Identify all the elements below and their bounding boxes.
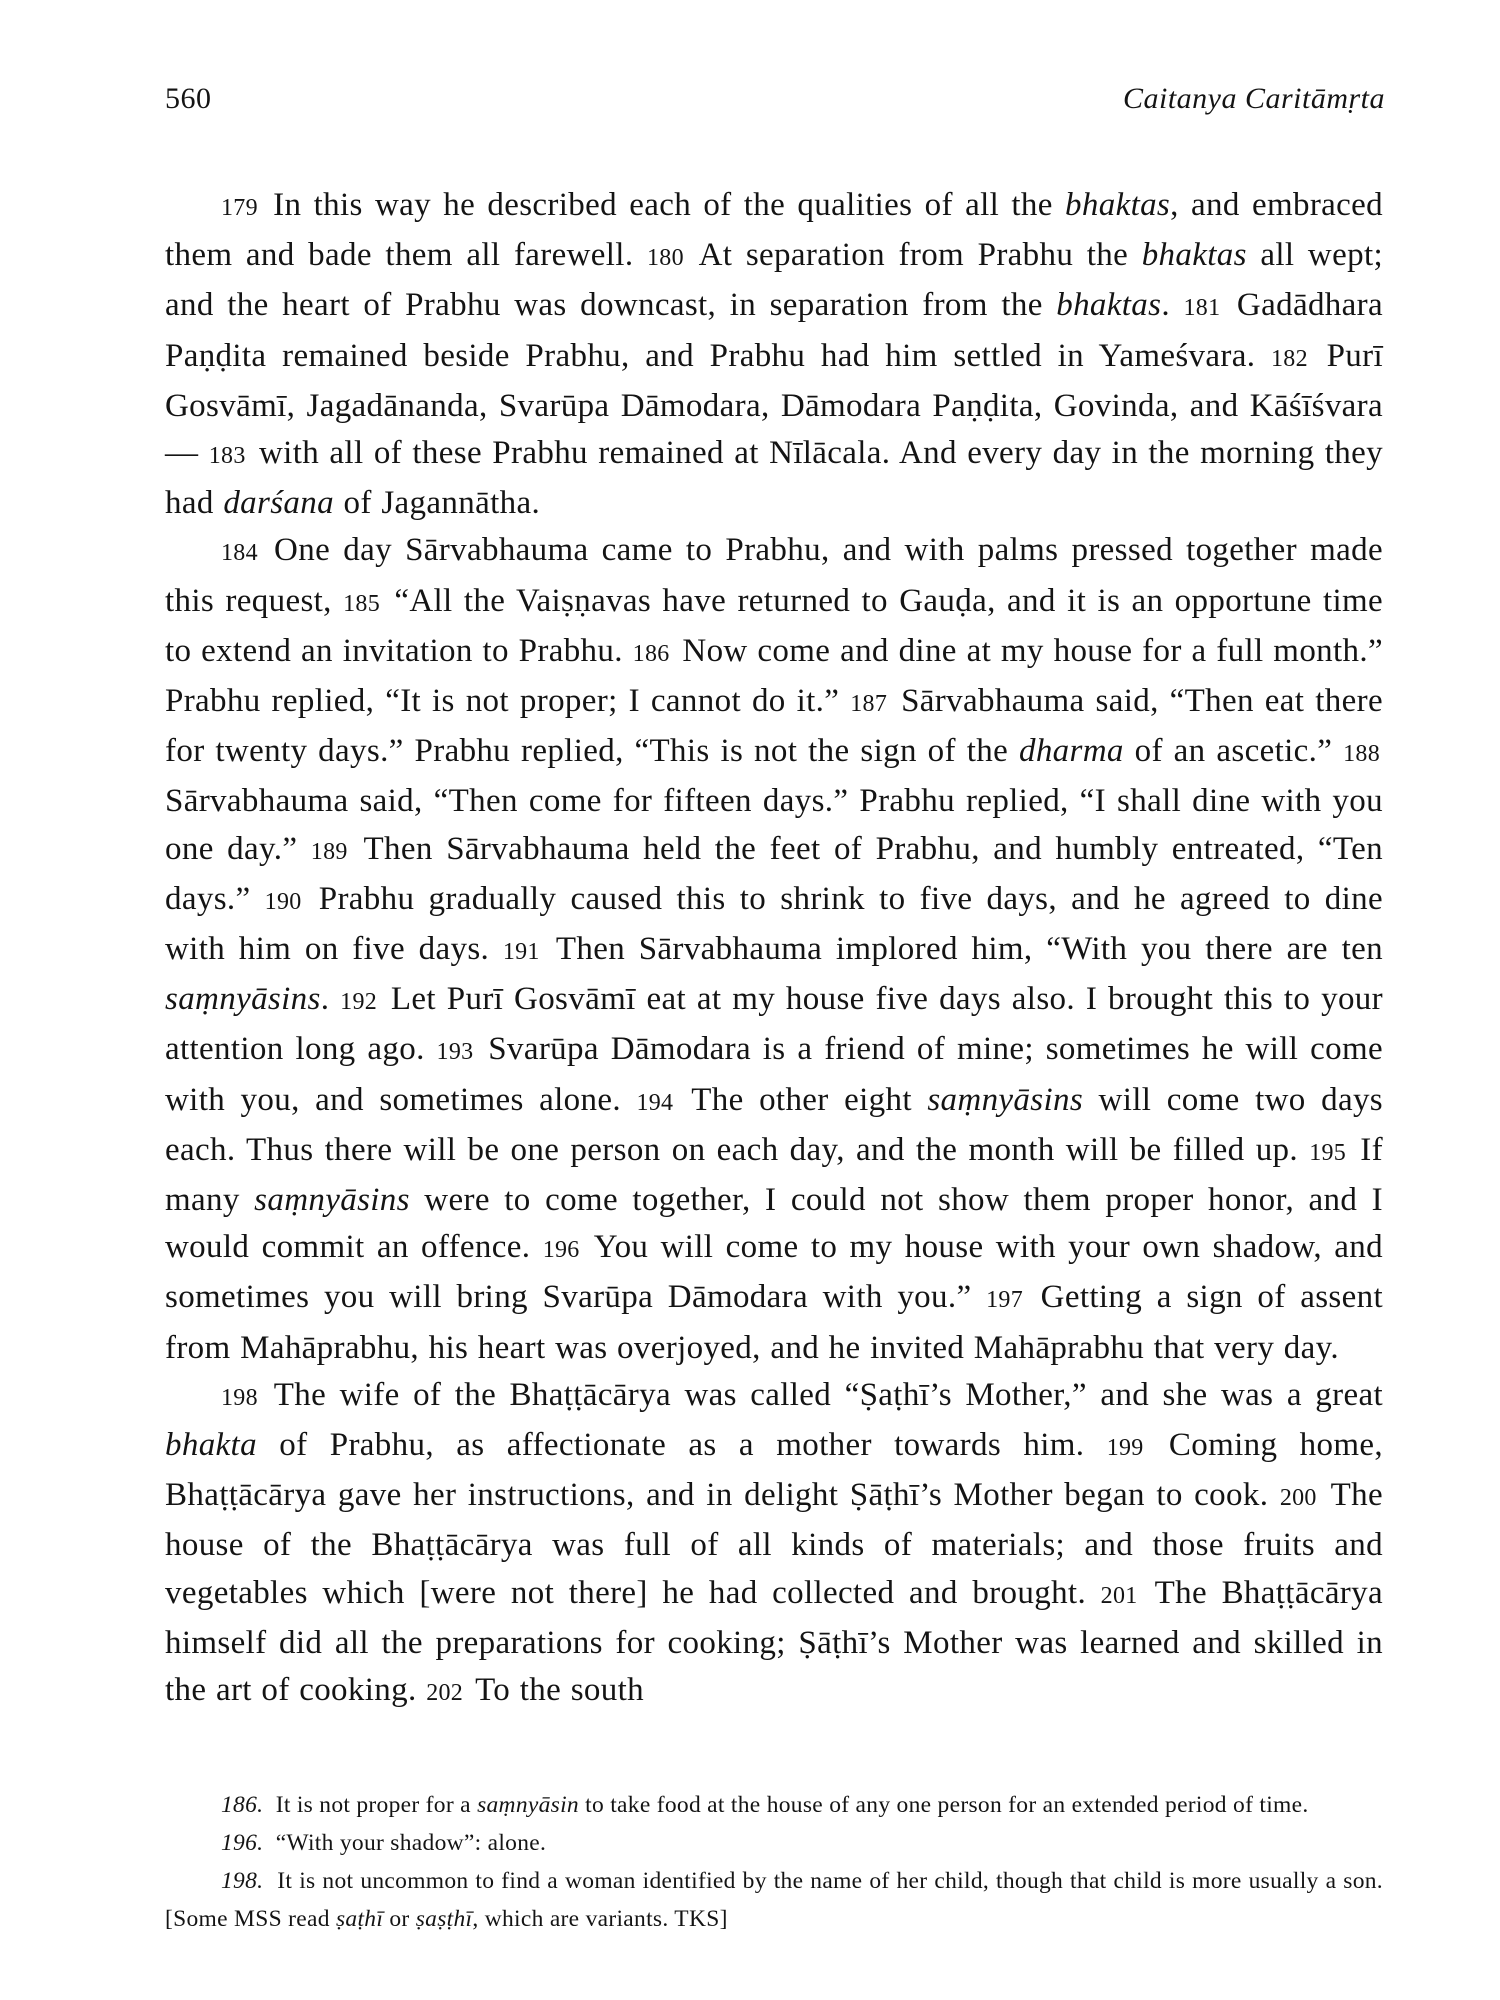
italic-term: saṃnyāsins — [927, 1081, 1084, 1118]
running-head — [165, 82, 1385, 132]
text-run: “With your shadow”: alone. — [275, 1830, 547, 1856]
text-run: Svarūpa Dāmodara is a friend of mine; sometimes he will come with you, and sometimes alone. — [165, 1031, 1383, 1118]
verse-number: 181 — [1183, 295, 1221, 322]
text-run: Let Purī Gosvāmī eat at my house five days also. I brought this to your attention long ago. — [165, 981, 1383, 1068]
text-run: In this way he described each of the qualities of all the — [260, 187, 1066, 223]
footnote-number: 196. — [221, 1830, 264, 1856]
verse-number: 198 — [221, 1384, 258, 1411]
footnote-number: 198. — [221, 1868, 264, 1894]
text-run: of an ascetic.” — [1123, 733, 1344, 770]
verse-number: 193 — [436, 1039, 474, 1066]
text-run: Then Sārvabhauma implored him, “With you there are ten — [542, 931, 1383, 968]
text-run: Purī Gosvāmī, Jagadānanda, Svarūpa Dāmodara, Dāmodara Paṇḍita, Govinda, and Kāśīśvara— — [165, 337, 1383, 472]
verse-number: 195 — [1309, 1139, 1347, 1166]
verse-number: 185 — [343, 590, 380, 617]
text-run: , and embraced them and bade them all farewell. — [165, 187, 1383, 274]
footnotes — [165, 1786, 1383, 1938]
text-run: The Bhaṭṭācārya himself did all the preparations for cooking; Ṣāṭhī’s Mother was learned and skilled in the art of cooking. — [165, 1574, 1383, 1709]
text-run: Sārvabhauma said, “Then eat there for twenty days.” Prabhu replied, “This is not the sign of the — [165, 683, 1383, 770]
text-run: To the south — [466, 1672, 644, 1709]
italic-term: saṃnyāsins — [254, 1182, 410, 1219]
verse-number: 202 — [426, 1680, 464, 1707]
verse-number: 197 — [986, 1287, 1024, 1314]
text-run: The other eight — [676, 1081, 928, 1118]
verse-number: 187 — [850, 691, 888, 718]
text-run: to take food at the house of any one person for an extended period of time. — [578, 1792, 1309, 1818]
verse-number: 194 — [636, 1089, 674, 1116]
text-run: Prabhu gradually caused this to shrink to five days, and he agreed to dine with him on five days. — [165, 880, 1383, 968]
italic-term: ṣaṣṭhī — [415, 1906, 473, 1932]
text-run: were to come together, I could not show them proper honor, and I would commit an offence. — [165, 1182, 1383, 1266]
text-run: Gadādhara Paṇḍita remained beside Prabhu, and Prabhu had him settled in Yameśvara. — [165, 287, 1383, 374]
verse-number: 192 — [340, 989, 378, 1016]
verse-number: 180 — [646, 245, 684, 272]
verse-number: 196 — [542, 1237, 580, 1264]
paragraph — [165, 527, 1383, 1371]
text-run: Coming home, Bhaṭṭācārya gave her instructions, and in delight Ṣāṭhī’s Mother began to cook. — [165, 1427, 1383, 1514]
text-run: Getting a sign of assent from Mahāprabhu, his heart was overjoyed, and he invited Mahāprabhu that very day. — [165, 1279, 1383, 1366]
verse-number: 200 — [1279, 1485, 1317, 1512]
italic-term: saṃnyāsins — [165, 981, 321, 1018]
text-run: with all of these Prabhu remained at Nīlācala. And every day in the morning they had — [165, 435, 1383, 522]
text-run: all wept; and the heart of Prabhu was downcast, in separation from the — [165, 237, 1383, 324]
text-run: The house of the Bhaṭṭācārya was full of all kinds of materials; and those fruits and vegetables which [were not there] he had collected and brought. — [165, 1477, 1383, 1611]
text-run: One day Sārvabhauma came to Prabhu, and with palms pressed together made this request, — [165, 532, 1383, 619]
text-run: of Prabhu, as affectionate as a mother towards him. — [256, 1427, 1107, 1464]
text-run: Now come and dine at my house for a full month.” Prabhu replied, “It is not proper; I cannot do it.” — [165, 632, 1383, 720]
text-run: . — [320, 981, 341, 1018]
italic-term: bhaktas — [1141, 237, 1247, 274]
verse-number: 183 — [208, 443, 246, 470]
text-run: , which are variants. TKS] — [472, 1906, 728, 1932]
italic-term: dharma — [1018, 733, 1124, 770]
text-run: It is not uncommon to find a woman identified by the name of her child, though that child is more usually a son. [Some MSS read — [165, 1868, 1383, 1932]
text-run: At separation from Prabhu the — [686, 237, 1142, 274]
text-run: If many — [165, 1131, 1383, 1219]
text-run: You will come to my house with your own shadow, and sometimes you will bring Svarūpa Dāmodara with you.” — [165, 1229, 1383, 1316]
verse-number: 188 — [1343, 741, 1380, 768]
footnote — [165, 1786, 1383, 1824]
text-run: or — [383, 1906, 416, 1932]
paragraph — [165, 182, 1383, 527]
verse-number: 184 — [221, 540, 258, 567]
verse-number: 179 — [221, 195, 258, 221]
text-run: will come two days each. Thus there will be one person on each day, and the month will be filled up. — [165, 1081, 1383, 1168]
running-title: Caitanya Caritāmṛta — [1122, 82, 1385, 115]
italic-term: bhaktas — [1056, 287, 1162, 324]
verse-number: 189 — [310, 838, 348, 865]
verse-number: 182 — [1271, 345, 1308, 372]
text-run: It is not proper for a — [275, 1792, 478, 1818]
italic-term: bhakta — [165, 1427, 257, 1464]
verse-number: 199 — [1106, 1435, 1144, 1462]
verse-number: 190 — [264, 888, 302, 915]
text-run: The wife of the Bhaṭṭācārya was called “Ṣaṭhī’s Mother,” and she was a great — [260, 1376, 1383, 1413]
footnote-number: 186. — [221, 1792, 264, 1818]
verse-number: 201 — [1100, 1582, 1138, 1609]
italic-term: saṃnyāsin — [477, 1792, 579, 1818]
italic-term: darśana — [223, 485, 334, 522]
paragraph — [165, 1372, 1383, 1717]
text-run: . — [1161, 287, 1184, 324]
verse-number: 191 — [502, 939, 540, 966]
footnote — [165, 1862, 1383, 1938]
verse-number: 186 — [632, 640, 670, 667]
text-run: “All the Vaiṣṇavas have returned to Gauḍa, and it is an opportune time to extend an invitation to Prabhu. — [165, 582, 1383, 669]
body-text — [165, 182, 1383, 1717]
text-run: Then Sārvabhauma held the feet of Prabhu, and humbly entreated, “Ten days.” — [165, 830, 1383, 917]
italic-term: bhaktas — [1065, 187, 1171, 223]
footnote — [165, 1824, 1383, 1862]
text-run: Sārvabhauma said, “Then come for fifteen days.” Prabhu replied, “I shall dine with you one day.” — [165, 783, 1383, 867]
page-number: 560 — [165, 82, 212, 115]
text-run: of Jagannātha. — [333, 485, 541, 522]
italic-term: ṣaṭhī — [335, 1906, 384, 1932]
